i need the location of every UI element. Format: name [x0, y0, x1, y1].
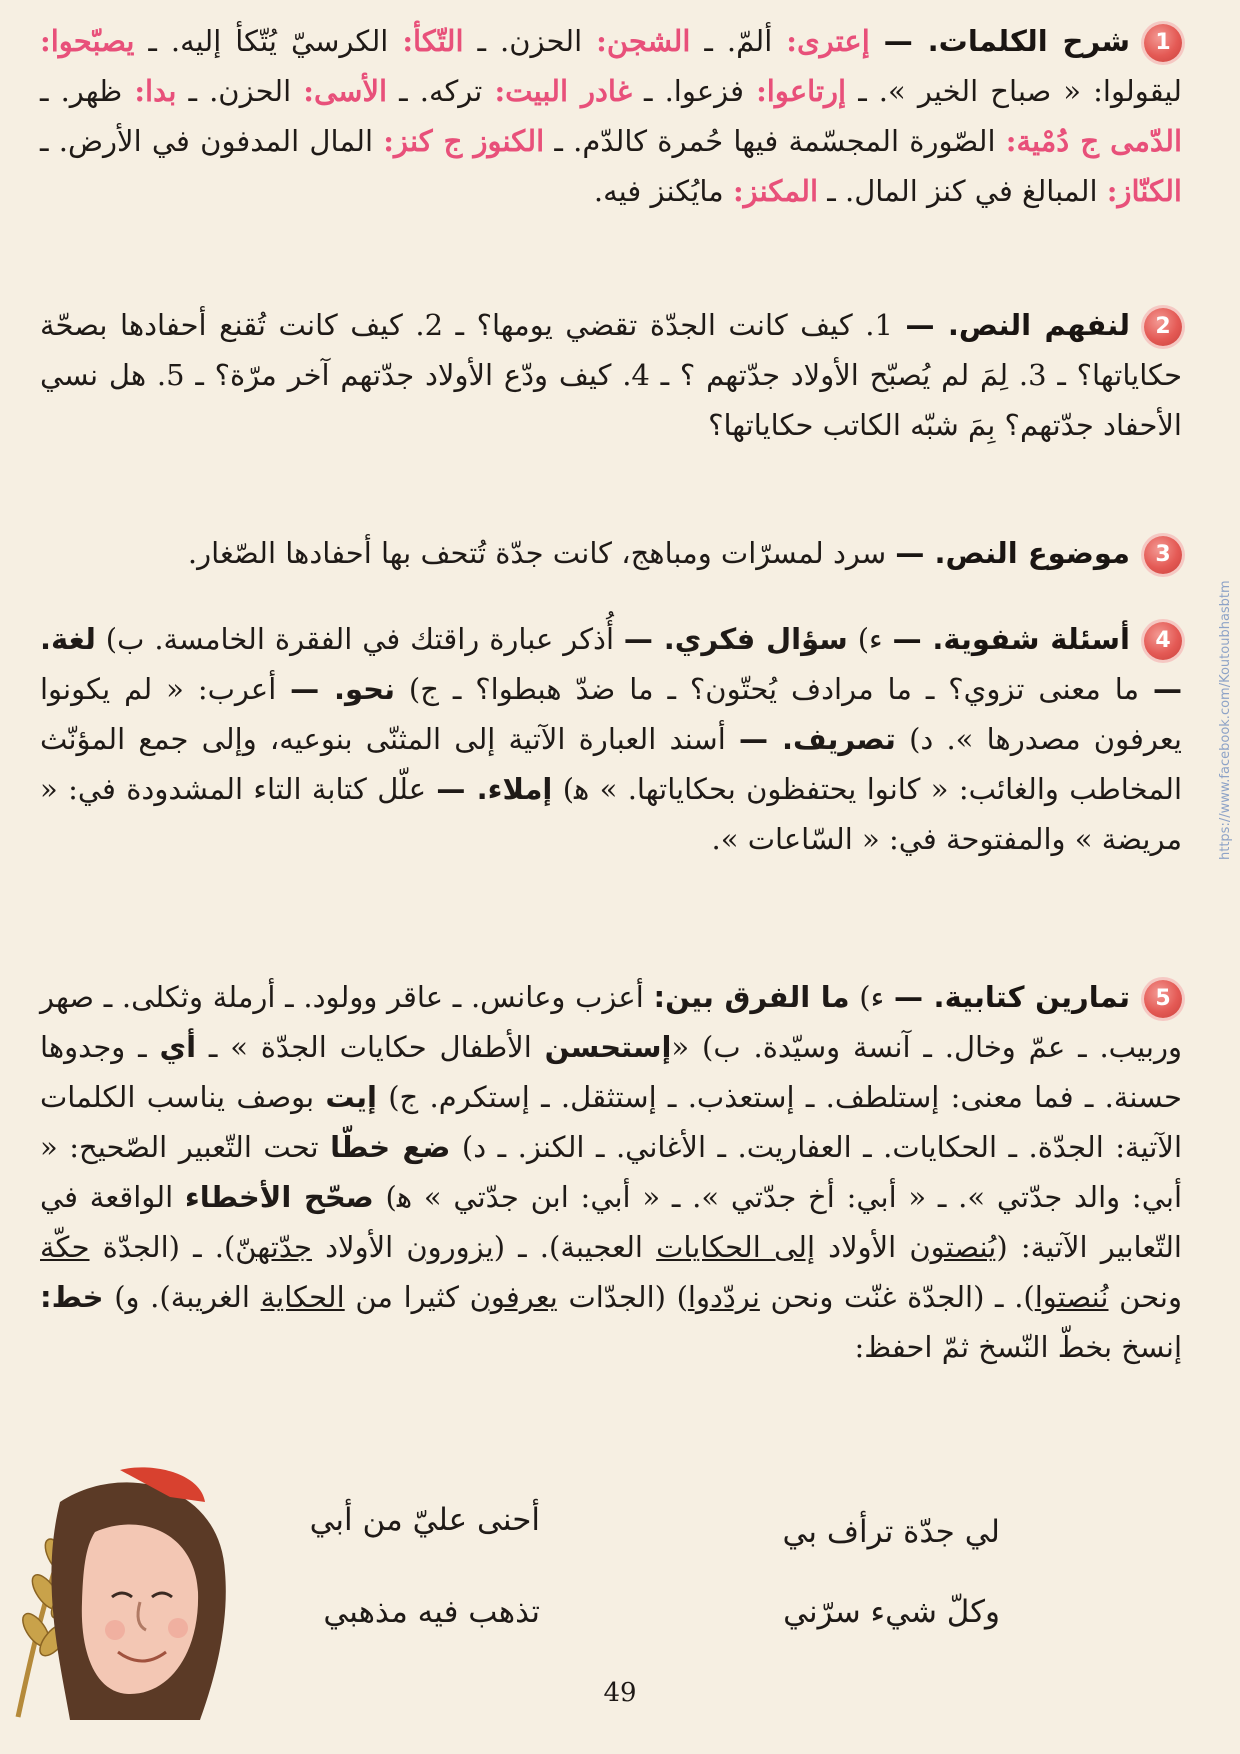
section-number-badge: 1 — [1144, 24, 1182, 62]
grandmother-illustration — [0, 1462, 240, 1722]
keyword: بدا: — [134, 74, 177, 108]
poem-verse-1-left: أحنى عليّ من أبي — [309, 1502, 540, 1538]
definition: ليقولوا: « صباح الخير ». ـ — [846, 74, 1183, 108]
keyword: الكنوز ج كنز: — [383, 124, 545, 158]
keyword: الدّمى ج دُمْية: — [1005, 124, 1182, 158]
side-url: https://www.facebook.com/Koutoubhasbtm — [1218, 580, 1233, 860]
section-writing-exercises: 5تمارين كتابية. — ء) ما الفرق بين: أعزب وعانس. ـ عاقر وولود. ـ أرملة وثكلى. ـ صهر وربيب. ـ عمّ وخال. ـ آنسة وسيّدة. ب) «إستحسن الأطفال حكايات الجدّة » ـ أي ـ وجدوها حسنة. ـ فما معنى: إستلطف. ـ إستعذب. ـ إستثقل. ـ إستكرم. ج) إيت بوصف يناسب الكلمات الآتية: الجدّة. ـ الحكايات. ـ العفاريت. ـ الأغاني. ـ الكنز. ـ د) ضع خطّا تحت التّعبير الصّحيح: « أبي: والد جدّتي ». ـ « أبي: أخ جدّتي ». ـ « أبي: ابن جدّتي » ﻫ) صحّح الأخطاء الواقعة في التّعابير الآتية: (يُنصتون الأولاد إلى الحكايات العجيبة). ـ (يزورون الأولاد جدّتهنّ). ـ (الجدّة حكّة ونحن نُنصتوا). ـ (الجدّة غنّت ونحن نردّدوا) (الجدّات يعرفون كثيرا من الحكاية الغريبة). و) خط: إنسخ بخطّ النّسخ ثمّ احفظ: — [40, 980, 1183, 1364]
underlined-word: إلى الحكايات — [656, 1230, 816, 1264]
subheading: ما الفرق بين: — [653, 980, 850, 1014]
section-comprehension — [40, 300, 1182, 450]
section-heading: لنفهم النص. — — [905, 308, 1131, 342]
poem-verse-2-left: تذهب فيه مذهبي — [323, 1594, 540, 1630]
subheading: تصريف. — — [738, 722, 896, 756]
underlined-word: حكّة — [40, 1230, 90, 1264]
section-text: 1. كيف كانت الجدّة تقضي يومها؟ ـ 2. كيف كانت تُقنع أحفادها بصحّة حكاياتها؟ ـ 3. لِمَ لم يُصبّح الأولاد جدّتهم ؟ ـ 4. كيف ودّع الأولاد جدّتهم آخر مرّة؟ ـ 5. هل نسي الأحفاد جدّتهم؟ بِمَ شبّه الكاتب حكاياتها؟ — [40, 308, 1183, 442]
underlined-word: يُنصتون — [909, 1230, 997, 1264]
underlined-word: الحكاية — [260, 1280, 345, 1314]
section-topic — [40, 528, 1182, 578]
subheading: لغة. — — [40, 622, 1182, 706]
definition: تركه. ـ — [387, 74, 495, 108]
underlined-word: نُنصتوا — [1034, 1280, 1109, 1314]
subheading: نحو. — — [290, 672, 395, 706]
keyword: المكنز: — [732, 174, 819, 208]
definition: الكرسيّ يُتّكأ إليه. ـ — [134, 24, 403, 58]
definition: الحزن. ـ — [176, 74, 304, 108]
section-number-badge: 5 — [1144, 980, 1182, 1018]
keyword: يصبّحوا: — [40, 24, 135, 58]
underlined-word: جدّتهنّ — [235, 1230, 312, 1264]
keyword: إرتاعوا: — [756, 74, 847, 108]
definition: ظهر. ـ — [40, 74, 135, 108]
section-word-definitions — [40, 16, 1182, 216]
subheading: إستحسن — [544, 1030, 672, 1064]
definition: المبالغ في كنز المال. ـ — [818, 174, 1107, 208]
subheading: إيت — [325, 1080, 377, 1114]
subheading: صحّح الأخطاء — [184, 1180, 374, 1214]
section-number-badge: 2 — [1144, 308, 1182, 346]
definition: ألمّ. ـ — [690, 24, 787, 58]
page-number: 49 — [603, 1678, 637, 1708]
definition: الصّورة المجسّمة فيها حُمرة كالدّم. ـ — [544, 124, 1006, 158]
keyword: التّكأ: — [402, 24, 464, 58]
underlined-word: يزورون — [406, 1230, 494, 1264]
poem-verse-1-right: لي جدّة ترأف بي — [782, 1514, 1000, 1550]
section-heading: موضوع النص. — — [895, 536, 1130, 570]
subheading: إملاء. — — [436, 772, 553, 806]
keyword: الشجن: — [596, 24, 691, 58]
section-heading: تمارين كتابية. — — [893, 980, 1130, 1014]
keyword: الأسى: — [303, 74, 388, 108]
section-number-badge: 4 — [1144, 622, 1182, 660]
definition: المال المدفون في الأرض. ـ — [40, 124, 384, 158]
section-number-badge: 3 — [1144, 536, 1182, 574]
keyword: الكنّاز: — [1106, 174, 1182, 208]
keyword: غادر البيت: — [494, 74, 632, 108]
definition: الحزن. ـ — [463, 24, 597, 58]
section-oral-questions: 4أسئلة شفوية. — ء) سؤال فكري. — أُذكر عبارة راقتك في الفقرة الخامسة. ب) لغة. — ما معنى تزوي؟ ـ ما مرادف يُحتّون؟ ـ ما ضدّ هبطوا؟ ـ ج) نحو. — أعرب: « لم يكونوا يعرفون مصدرها ». د) تصريف. — أسند العبارة الآتية إلى المثنّى بنوعيه، وإلى جمع المؤنّث المخاطب والغائب: « كانوا يحتفظون بحكاياتها. » ﻫ) إملاء. — علّل كتابة التاء المشدودة في: « مريضة » والمفتوحة في: « السّاعات ». — [40, 622, 1182, 856]
subheading: خط: — [40, 1280, 104, 1314]
underlined-word: نردّدوا — [687, 1280, 760, 1314]
section-heading: شرح الكلمات. — — [883, 24, 1131, 58]
poem-verse-2-right: وكلّ شيء سرّني — [783, 1594, 1000, 1630]
subheading: أي — [159, 1030, 197, 1064]
subheading: سؤال فكري. — — [623, 622, 848, 656]
underlined-word: يعرفون — [469, 1280, 558, 1314]
definition: مايُكنز فيه. — [593, 174, 733, 208]
section-heading: أسئلة شفوية. — — [892, 622, 1130, 656]
keyword: إعترى: — [786, 24, 870, 58]
subheading: ضع خطّا — [330, 1130, 451, 1164]
section-text: سرد لمسرّات ومباهج، كانت جدّة تُتحف بها أحفادها الصّغار. — [187, 536, 896, 570]
definition: فزعوا. ـ — [631, 74, 757, 108]
